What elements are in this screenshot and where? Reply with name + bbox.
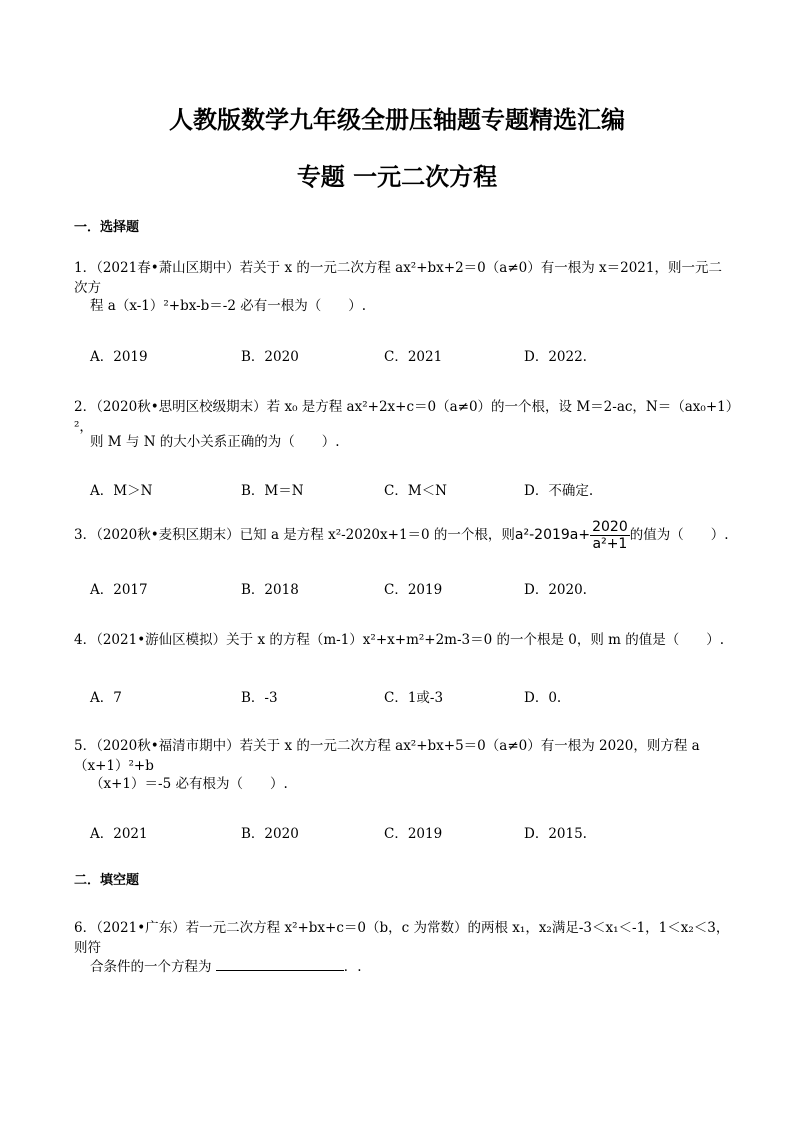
question-2-line-2: 则 M 与 N 的大小关系正确的为（ ）. — [90, 434, 340, 450]
option-a: A．2021 — [90, 826, 148, 842]
question-3-suffix: 的值为（ ）. — [629, 527, 729, 543]
section-heading-choice: 一．选择题 — [74, 220, 140, 235]
question-1-options — [90, 345, 730, 365]
question-4-options — [90, 686, 730, 706]
question-2-options — [90, 479, 730, 499]
option-d: D．0. — [524, 690, 562, 706]
option-a: A．2017 — [90, 582, 148, 598]
option-b: B．2020 — [241, 349, 299, 365]
question-2-line-1: 2．（2020秋•思明区校级期末）若 x₀ 是方程 ax²+2x+c＝0（a≠0）的一个根，设 M＝2-ac，N＝（ax₀+1）²， — [74, 399, 733, 435]
question-6-line-1: 6．（2021•广东）若一元二次方程 x²+bx+c＝0（b，c 为常数）的两根 x₁，x₂满足-3＜x₁＜-1，1＜x₂＜3，则符 — [74, 920, 730, 956]
option-d: D．2022. — [524, 349, 587, 365]
option-c: C．1或-3 — [384, 690, 444, 706]
option-d: D．2020. — [524, 582, 587, 598]
question-5-line-1: 5．（2020秋•福清市期中）若关于 x 的一元二次方程 ax²+bx+5＝0（a≠0）有一根为 2020，则方程 a（x+1）²+b — [74, 738, 700, 774]
question-3-options — [90, 578, 730, 598]
option-c: C．M＜N — [384, 483, 447, 499]
question-6-prefix: 合条件的一个方程为 — [90, 959, 212, 975]
document-subtitle: 专题 一元二次方程 — [296, 163, 498, 191]
option-b: B．2020 — [241, 826, 299, 842]
option-c: C．2021 — [384, 349, 443, 365]
question-6-line-2 — [90, 956, 730, 977]
option-c: C．2019 — [384, 826, 443, 842]
question-3-line-1 — [74, 518, 734, 552]
fraction-denominator: a²+1 — [592, 536, 628, 552]
answer-blank — [216, 956, 344, 971]
question-3-fraction — [590, 519, 630, 552]
option-b: B．M＝N — [241, 483, 304, 499]
document-title: 人教版数学九年级全册压轴题专题精选汇编 — [169, 106, 625, 134]
option-a: A．7 — [90, 690, 122, 706]
question-1-line-2: 程 a（x-1）²+bx-b＝-2 必有一根为（ ）. — [90, 298, 367, 314]
question-4-line-1: 4．（2021•游仙区模拟）关于 x 的方程（m-1）x²+x+m²+2m-3＝0 的一个根是 0，则 m 的值是（ ）. — [74, 632, 725, 648]
option-b: B．2018 — [241, 582, 299, 598]
option-d: D．不确定. — [524, 483, 594, 499]
question-5-options — [90, 822, 730, 842]
option-c: C．2019 — [384, 582, 443, 598]
question-5-line-2: （x+1）＝-5 必有根为（ ）. — [90, 776, 288, 792]
option-a: A．M＞N — [90, 483, 153, 499]
option-a: A．2019 — [90, 349, 148, 365]
question-1-line-1: 1．（2021春•萧山区期中）若关于 x 的一元二次方程 ax²+bx+2＝0（a≠0）有一根为 x＝2021，则一元二次方 — [74, 260, 722, 296]
option-b: B．-3 — [241, 690, 278, 706]
question-6-suffix: ．. — [343, 959, 362, 975]
section-heading-fill-in: 二．填空题 — [74, 873, 140, 888]
option-d: D．2015. — [524, 826, 587, 842]
fraction-numerator: 2020 — [592, 519, 628, 535]
question-3-expression: a²-2019a+ — [514, 527, 591, 543]
question-3-prefix: 3．（2020秋•麦积区期末）已知 a 是方程 x²-2020x+1＝0 的一个根，则 — [74, 527, 515, 543]
